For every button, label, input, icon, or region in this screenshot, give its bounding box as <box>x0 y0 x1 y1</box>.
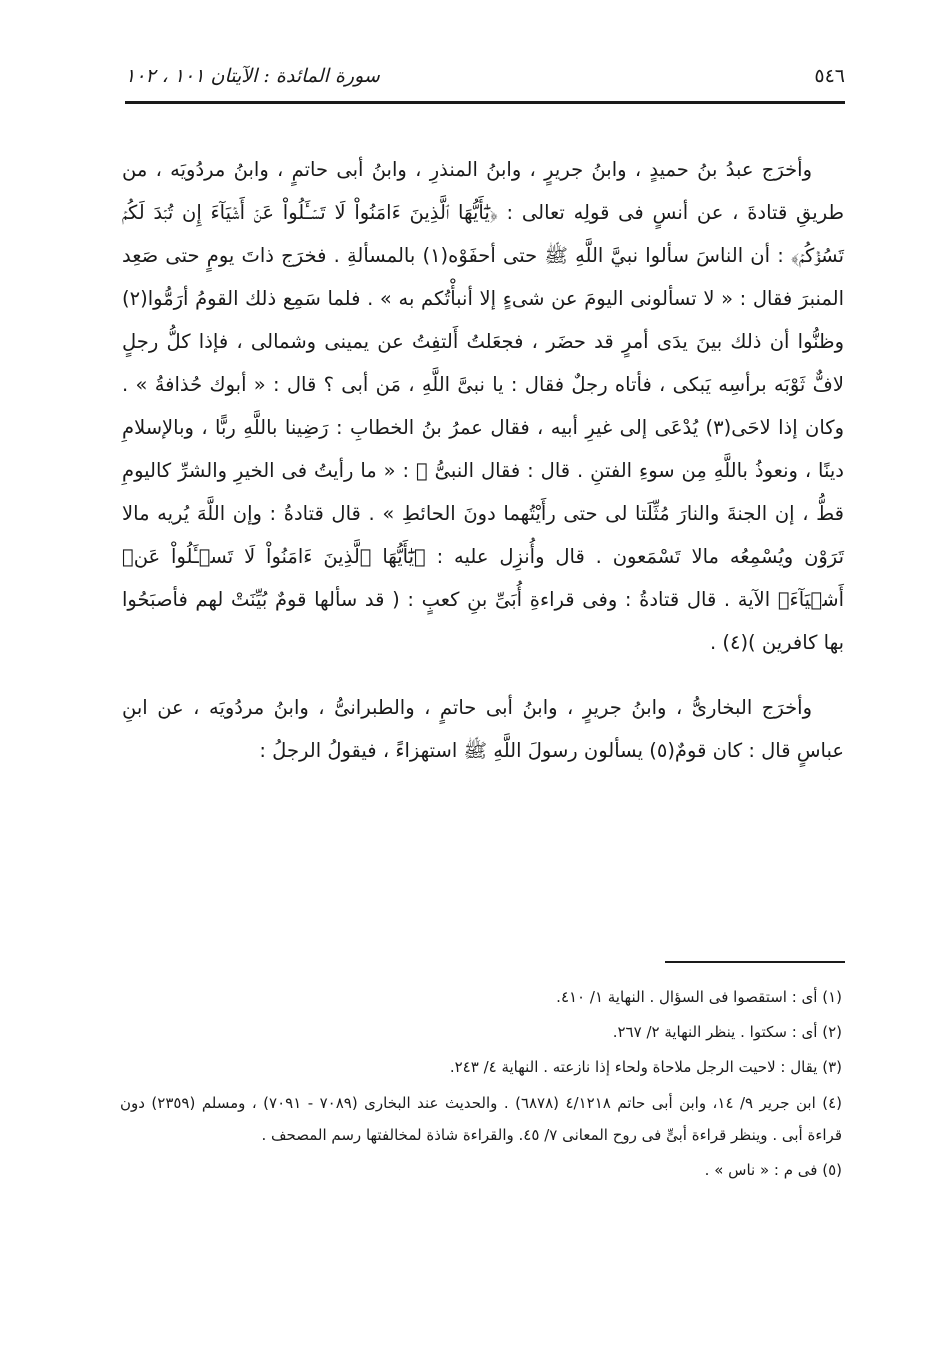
paragraph: وأخرَج البخارىُّ ، وابنُ جريرٍ ، وابنُ أبى حاتمٍ ، والطبرانىُّ ، وابنُ مردُويَه ، عن ابنِ عباسٍ قال : كان قومٌ(٥) يسألون رسولَ اللَّهِ ﷺ استهزاءً ، فيقولُ الرجلُ : <box>122 696 844 762</box>
paragraph: وأخرَج عبدُ بنُ حميدٍ ، وابنُ جريرٍ ، وابنُ المنذرِ ، وابنُ أبى حاتمٍ ، وابنُ مردُويَه ، من طريقِ قتادةَ ، عن أنسٍ فى قولِه تعالى : ﴿يَٰٓأَيُّهَا ٱلَّذِينَ ءَامَنُواْ لَا تَسۡـَٔلُواْ عَنۡ أَشۡيَآءَ إِن تُبۡدَ لَكُمۡ تَسُؤۡكُمۡ﴾ : أن الناسَ سألوا نبيَّ اللَّهِ ﷺ حتى أحفَوْه(١) بالمسألةِ . فخرَج ذاتَ يومٍ حتى صَعِد المنبرَ فقال : « لا تسألونى اليومَ عن شىءٍ إلا أنبأْتُكم به » . فلما سَمِع ذلك القومُ أرَمُّوا(٢) وظنُّوا أن ذلك بينَ يدَى أمرٍ قد حضَر ، فجعَلتُ أَلتفِتُ عن يمينى وشمالى ، فإذا كلُّ رجلٍ لافٌّ ثَوْبَه برأسِه يَبكى ، فأتاه رجلٌ فقال : يا نبىَّ اللَّهِ ، مَن أبى ؟ قال : « أبوك حُذافةُ » . وكان إذا لاحَى(٣) يُدْعَى إلى غيرِ أبيه ، فقال عمرُ بنُ الخطابِ : رَضِينا باللَّهِ ربًّا ، وبالإسلامِ دينًا ، ونعوذُ باللَّهِ مِن سوءِ الفتنِ . قال : فقال النبىُّ ﷺ : « ما رأيتُ فى الخيرِ والشرِّ كاليومِ قطُّ ، إن الجنةَ والنارَ مُثِّلَتا لى حتى رأَيْتُهما دونَ الحائطِ » . قال قتادةُ : وإن اللَّهَ يُريه مالا تَرَوْن ويُسْمِعُه مالا تَسْمَعون . قال وأُنزِل عليه : ﴿يَٰٓأَيُّهَا ٱلَّذِينَ ءَامَنُواْ لَا تَسۡـَٔلُواْ عَنۡ أَشۡيَآءَ﴾ الآية . قال قتادةُ : وفى قراءةِ أُبَىِّ بنِ كعبٍ : ( قد سألها قومٌ بُيِّنَتْ لهم فأصبَحُوا بها كافرين )(٤) . <box>122 158 844 654</box>
footnote-2: (٢) أى : سكتوا . ينظر النهاية ٢/ ٢٦٧. <box>612 1023 842 1041</box>
header-divider <box>125 101 845 104</box>
footnote-5: (٥) فى م : « ناس » . <box>704 1161 842 1179</box>
main-text <box>122 148 844 772</box>
page-header <box>125 58 845 94</box>
footnote-3: (٣) يقال : لاحيت الرجل ملاحاة ولحاء إذا نازعته . النهاية ٤/ ٢٤٣. <box>449 1058 842 1076</box>
footnote-divider <box>665 961 845 963</box>
footnotes <box>120 980 842 1188</box>
page-number: ٥٤٦ <box>814 65 845 87</box>
footnote-4: (٤) ابن جرير ٩/ ١٤، وابن أبى حاتم ٤/١٢١٨ (٦٨٧٨) . والحديث عند البخارى (٧٠٨٩ - ٧٠٩١) ، ومسلم (٢٣٥٩) دون قراءة أبى . وينظر قراءة أبىٍّ فى روح المعانى ٧/ ٤٥. والقراءة شاذة لمخالفتها رسم المصحف . <box>120 1094 843 1144</box>
footnote-1: (١) أى : استقصوا فى السؤال . النهاية ١/ ٤١٠. <box>556 988 842 1006</box>
surah-title: سورة المائدة : الآيتان ١٠١ ، ١٠٢ <box>125 65 380 87</box>
